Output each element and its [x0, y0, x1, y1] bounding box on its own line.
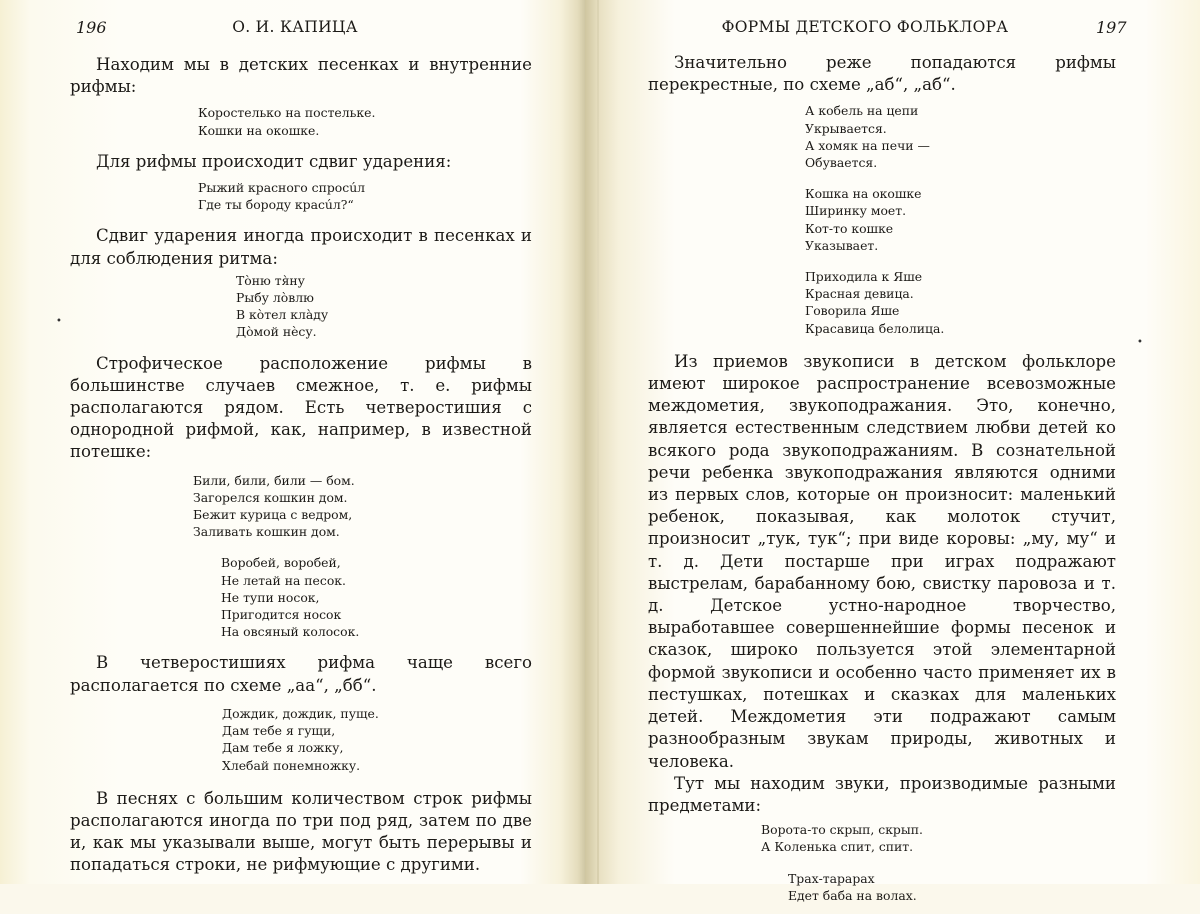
verse-line: Били, били, били — бом. [193, 472, 355, 488]
running-head-right: ФОРМЫ ДЕТСКОГО ФОЛЬКЛОРА [721, 18, 1009, 36]
verse-line: Ворота-то скрып, скрып. [761, 822, 923, 838]
paragraph: Для рифмы происходит сдвиг ударения: [96, 151, 452, 171]
running-head-left: О. И. КАПИЦА [232, 18, 358, 36]
verse-block [805, 102, 1116, 336]
stanza [221, 554, 532, 640]
stanza [198, 179, 532, 213]
stanza [805, 185, 1116, 254]
verse-line: Трах-тарарах [788, 870, 875, 886]
stanza [761, 821, 1116, 855]
verse-line: Обувается. [805, 155, 878, 171]
verse-line: Где ты бороду красúл?“ [198, 197, 354, 213]
verse-line: Заливать кошкин дом. [193, 524, 340, 540]
verse-line: Дòмой нèсу. [236, 324, 317, 340]
verse-line: Дождик, дождик, пуще. [222, 705, 379, 721]
verse-block [761, 821, 1116, 904]
verse-line: Кошка на окошке [805, 186, 922, 202]
verse-line: Красная девица. [805, 286, 914, 302]
verse-block [198, 179, 532, 213]
verse-line: Коростелько на постельке. [198, 105, 376, 121]
left-page-body [70, 54, 532, 877]
verse-line: Приходила к Яше [805, 269, 923, 285]
verse-line: Красавица белолица. [805, 320, 945, 336]
verse-line: Едет баба на волах. [788, 887, 917, 903]
verse-line: На овсяный колосок. [221, 624, 360, 640]
right-page [585, 0, 1200, 903]
verse-line: А Коленька спит, спит. [761, 839, 914, 855]
margin-dot: • [1137, 337, 1143, 348]
verse-line: Воробей, воробей, [221, 555, 341, 571]
paragraph: Сдвиг ударения иногда происходит в песенках и для соблюдения ритма: [70, 226, 532, 268]
page-number-right: 197 [1096, 18, 1127, 37]
stanza [805, 102, 1116, 171]
verse-line: Кошки на окошке. [198, 122, 320, 138]
verse-line: Говорила Яше [805, 303, 900, 319]
paragraph: В четверостишиях рифма чаще всего располагается по схеме „аа“, „бб“. [70, 653, 532, 695]
verse-line: В кòтел кла̀ду [236, 307, 329, 323]
stanza [193, 472, 532, 541]
stanza [222, 705, 532, 774]
verse-line: Пригодится носок [221, 607, 342, 623]
page-number-left: 196 [76, 18, 107, 37]
verse-line: Не летай на песок. [221, 572, 346, 588]
verse-block [236, 272, 532, 341]
verse-line: А хомяк на печи — [805, 137, 930, 153]
verse-line: Кот-то кошке [805, 220, 894, 236]
verse-line: Загорелся кошкин дом. [193, 489, 348, 505]
right-page-body [648, 52, 1116, 914]
paragraph: Значительно реже попадаются рифмы перекрестные, по схеме „аб“, „аб“. [648, 53, 1116, 95]
book-spine-gutter [597, 0, 599, 884]
paragraph: Тут мы находим звуки, производимые разными предметами: [648, 773, 1116, 815]
verse-line: Дам тебе я гущи, [222, 723, 336, 739]
margin-dot: • [56, 316, 62, 327]
verse-line: Ширинку моет. [805, 203, 907, 219]
verse-line: Указывает. [805, 237, 879, 253]
verse-line: Тòню тя̀ну [236, 272, 305, 288]
paragraph: Из приемов звукописи в детском фольклоре имеют широкое распространение всевозможные междометия, звукоподражания. Это, конечно, является естественным следствием любви детей ко всякого рода звукоподражаниям. В сознательной речи ребенка звукоподражания являются одними из первых слов, которые он произносит: маленький ребенок, показывая, как молоток стучит, произносит „тук, тук“; при виде коровы: „му, му“ и т. д. Дети постарше при играх подражают выстрелам, барабанному бою, свистку паровоза и т. д. Детское устно-народное творчество, выработавшее совершеннейшие формы песенок и сказок, широко пользуется этой элементарной формой звукописи и особенно часто применяет их в пестушках, потешках и сказках для маленьких детей. Междометия эти подражают самым разнообразным звукам природы, животных и человека. [648, 351, 1116, 771]
verse-line: Хлебай понемножку. [222, 757, 361, 773]
verse-line: Бежит курица с ведром, [193, 507, 353, 523]
paragraph: Находим мы в детских песенках и внутренние рифмы: [70, 55, 532, 97]
verse-line: А кобель на цепи [805, 103, 919, 119]
verse-block [222, 705, 532, 774]
stanza [236, 272, 532, 341]
paragraph: В песнях с большим количеством строк рифмы располагаются иногда по три под ряд, затем по две и, как мы указывали выше, могут быть перерывы и попадаться строки, не рифмующие с другими. [70, 788, 532, 875]
verse-line: Дам тебе я ложку, [222, 740, 344, 756]
left-page [0, 0, 585, 884]
stanza [788, 870, 1116, 904]
verse-block [198, 104, 532, 138]
stanza [805, 268, 1116, 337]
verse-line: Не тупи носок, [221, 589, 320, 605]
verse-line: Рыбу лòвлю [236, 290, 314, 306]
verse-line: Рыжий красного спросúл [198, 180, 366, 196]
verse-block [70, 472, 532, 641]
stanza [198, 104, 532, 138]
paragraph: Строфическое расположение рифмы в большинстве случаев смежное, т. е. рифмы располагаются рядом. Есть четверостишия с однородной рифмой, как, например, в известной потешке: [70, 353, 532, 462]
verse-line: Укрывается. [805, 120, 887, 136]
